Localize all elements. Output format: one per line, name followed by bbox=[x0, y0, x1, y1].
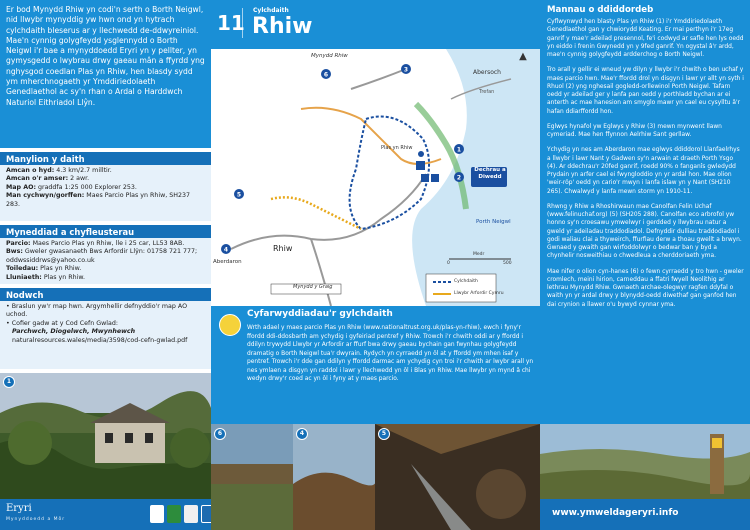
map-label-plas: Plas yn Rhiw bbox=[381, 145, 413, 151]
poi-2: Tro arall y gellir ei wneud yw dilyn y llwybr i'r chwith o ben uchaf y maes parcio hwn. Mae'r ffordd drol yn disgyn i lawr yr allt yn syth i Rhuol (2) yng nghesail gogledd-orllewinol Porth Neigwl. Tafarn oedd yr adeilad ger y lanfa pan oedd y porthladd bychan ar ei anterth ac mae hanesion am smyglo mawr yn cael eu cysylltu â'r hafan ddiarffordd hon. bbox=[547, 67, 744, 115]
eryri-subtitle: Mynyddoedd a Môr bbox=[6, 517, 66, 522]
partner-logos bbox=[150, 505, 215, 523]
scale-0: 0 bbox=[447, 261, 450, 266]
poi-3: Eglwys hynafol yw Eglwys y Rhiw (3) mewn mynwent llawn cymeriad. Mae hen ffynnon Aelrhiw Sant gerllaw. bbox=[547, 123, 722, 138]
website-footer bbox=[540, 499, 750, 530]
code-link[interactable]: naturalresources.wales/media/3598/cod-cefn-gwlad.pdf bbox=[12, 336, 188, 344]
svg-text:1: 1 bbox=[456, 146, 462, 154]
poi-1: Cyflwynwyd hen blasty Plas yn Rhiw (1) i'r Ymddiriedolaeth Genedlaethol gan y chwiorydd Keating. Er mai perthyn i'r 17eg ganrif y mae'r adeilad presennol, fe'i codwyd ar safle hen lys oedd yn eiddo i frenin Gwynedd yn y 9fed ganrif. Yn ogystal â'r ardd, mae'n cynnig golygfeydd ardderchog o Borth Neigwl. bbox=[547, 19, 744, 58]
legend-circular: Cylchdaith bbox=[454, 279, 478, 284]
poi-4: Ychydig yn nes am Aberdaron mae eglwys ddiddorol Llanfaelrhys a llwybr i lawr Nant y Gadwen sy'n arwain at draeth Porth Ysgo (4). Ar ddechrau'r 20fed ganrif, roedd 90% o fanganîs gwledydd Prydain yn arfer cael ei fwyngloddio yn yr ardal hon. Mae olion 'weir-röp' oedd yn cario'r mwyn i lanfa islaw yn y Nant (SH210 265). Chwalwyd y lanfa mewn storm yn 1910-11. bbox=[547, 147, 740, 195]
svg-text:3: 3 bbox=[403, 66, 409, 74]
svg-text:2: 2 bbox=[456, 174, 462, 182]
svg-text:6: 6 bbox=[323, 71, 329, 79]
route-map bbox=[211, 49, 540, 306]
map-label-rhiw: Rhiw bbox=[273, 244, 293, 253]
plas-yn-rhiw-photo: 1 bbox=[0, 373, 211, 499]
left-column bbox=[0, 0, 211, 530]
logo-3-icon bbox=[184, 505, 198, 523]
walk-logo-icon bbox=[219, 314, 241, 336]
map-label-porth-neigwl: Porth Neigwl bbox=[476, 219, 511, 225]
poi-body bbox=[547, 18, 745, 316]
walk-number: 11 bbox=[217, 8, 243, 38]
notes-body: • Braslun yw'r map hwn. Argymhellir defnyddio'r map AO uchod. • Cofier gadw at y Cod Cefn Gwlad: Parchwch, Diogelwch, Mwynhewch naturalresources.wales/media/3598/cod-cefn-gwlad.pdf bbox=[0, 301, 211, 369]
eryri-name: Eryri bbox=[6, 503, 32, 514]
map-label-aberdaron: Aberdaron bbox=[213, 259, 242, 265]
right-column bbox=[540, 0, 750, 530]
start-finish-label: Dechrau a Diwedd bbox=[474, 167, 506, 180]
walk-type: Cylchdaith bbox=[253, 7, 289, 14]
middle-column bbox=[211, 0, 540, 530]
website-link[interactable]: www.ymweldageryri.info bbox=[552, 508, 679, 518]
svg-text:5: 5 bbox=[236, 191, 242, 199]
scale-500: 500 bbox=[503, 261, 512, 266]
svg-text:4: 4 bbox=[223, 246, 229, 254]
middle-photos: 6 4 5 bbox=[211, 424, 540, 530]
details-body: Amcan o hyd: 4.3 km/2.7 milltir. Amcan o'r amser: 2 awr. Map AO: graddfa 1:25 000 Explorer 253. Man cychwyn/gorffen: Maes Parcio Plas yn Rhiw, SH237 283. bbox=[0, 165, 211, 221]
logo-2-icon bbox=[167, 505, 181, 523]
map-label-mynydd-rhiw: Mynydd Rhiw bbox=[311, 53, 348, 59]
eryri-footer bbox=[0, 499, 211, 530]
walk-title: Rhiw bbox=[252, 14, 313, 39]
access-heading: Myneddiad a chyfleusterau bbox=[0, 225, 211, 238]
details-heading: Manylion y daith bbox=[0, 152, 211, 165]
north-arrow-icon: ▲ bbox=[519, 51, 527, 62]
waymarker-photo bbox=[540, 424, 750, 499]
map-label-mynydd-graig: Mynydd y Graig bbox=[293, 284, 333, 290]
intro-text: Er bod Mynydd Rhiw yn codi'n serth o Borth Neigwl, nid llwybr mynyddig yw hwn ond yn hytrach cylchdaith bleserus ar y llechwedd de-ddwyreiniol. Mae'n cynnig golygfeydd ysglennydd o Borth Neigwl i'r bae a mynyddoedd Eryri yn y pellter, yn gymysgedd o lwybrau drwy gaeau mân a ffyrdd yng nghysgod coedlan Plas yn Rhiw, hen blasdy sydd ym mherchnogaeth yr Ymddiriedolaeth Genedlaethol ac sy'n rhan o Ardal o Harddwch Naturiol Eithriadol Llŷn. bbox=[0, 0, 211, 148]
map-label-abersoch: Abersoch bbox=[473, 69, 501, 76]
scale-label: Medr bbox=[473, 252, 485, 257]
walk-directions bbox=[211, 306, 540, 424]
title-box bbox=[211, 0, 540, 49]
logo-1-icon bbox=[150, 505, 164, 523]
poi-heading: Mannau o ddiddordeb bbox=[547, 5, 654, 15]
map-label-trefen: Trefan bbox=[479, 89, 495, 95]
poi-5: Rhwng y Rhiw a Rhoshirwaun mae Canolfan Felin Uchaf (www.felinuchaf.org) (5) (SH205 288). Canolfan eco arbrofol yw honno sy'n croesawu ymwelwyr i gerdded y llwybrau natur a gweld yr adeiladau traddodiadol. Defnyddir dulliau traddodiadol i godi waliau clai a thyweirch, ffurfiau derw a thoau gwellt a brwyn. Gwnaed y gwaith gan wirfoddolwyr o bedwar ban y byd a chynhelir nosweithiau o chwedleua a cherddoriaeth yma. bbox=[547, 203, 742, 260]
directions-text: Wrth adael y maes parcio Plas yn Rhiw (www.nationaltrust.org.uk/plas-yn-rhiw), ewch i fyny'r ffordd ddi-ddosbarth am ychydig i gyfeiriad pentref y Rhiw. Trowch i'r chwith oddi ar y ffordd i ddilyn trywydd Llwybr yr Arfordir ar ffurf bwa drwy gaeau bychain gan fwynhau golygfeydd dramatig o Borth Neigwl tua'r dwyrain. Rydych yn cyrraedd yn ôl at y ffordd ym mhen isaf y pentref. Trowch i'r dde gan ddilyn y ffordd darmac am ychydig cyn troi i'r chwith ar lwybr arall yn nes ymlaen a disgyn yn raddol i lawr y llechwedd yn ôl i Blas yn Rhiw. Mae llwybr yn mynd â chi wedyn drwy'r coed ac yn ôl i fyny at y maes parcio. bbox=[247, 325, 534, 382]
notes-heading: Nodwch bbox=[0, 288, 211, 301]
access-body: Parcio: Maes Parcio Plas yn Rhiw, lle i 25 car, LL53 8AB. Bws: Gweler gwasanaeth Bws Arfordir Llŷn: 01758 721 777; oddwssiddrws@yahoo.co.uk Toiledau: Plas yn Rhiw. Lluniaeth: Plas yn Rhiw. bbox=[0, 238, 211, 284]
directions-heading: Cyfarwyddiadau'r gylchdaith bbox=[247, 309, 393, 319]
legend-coast-path: Llwybr Arfordir Cymru bbox=[454, 291, 504, 296]
poi-6: Mae nifer o olion cyn-hanes (6) o fewn cyrraedd y tro hwn - gweler cromlech, meini hirion, carneddau a ffatri fwyell Neolithig ar lethrau Mynydd Rhiw. Gwnaeth archae-olegwyr ragfen ddyfal o waith yn yr ardal drwy y blynydd-oedd diwethaf gan ganfod hen dai crynion a llawer o'u bywyd cynnar yma. bbox=[547, 268, 744, 308]
